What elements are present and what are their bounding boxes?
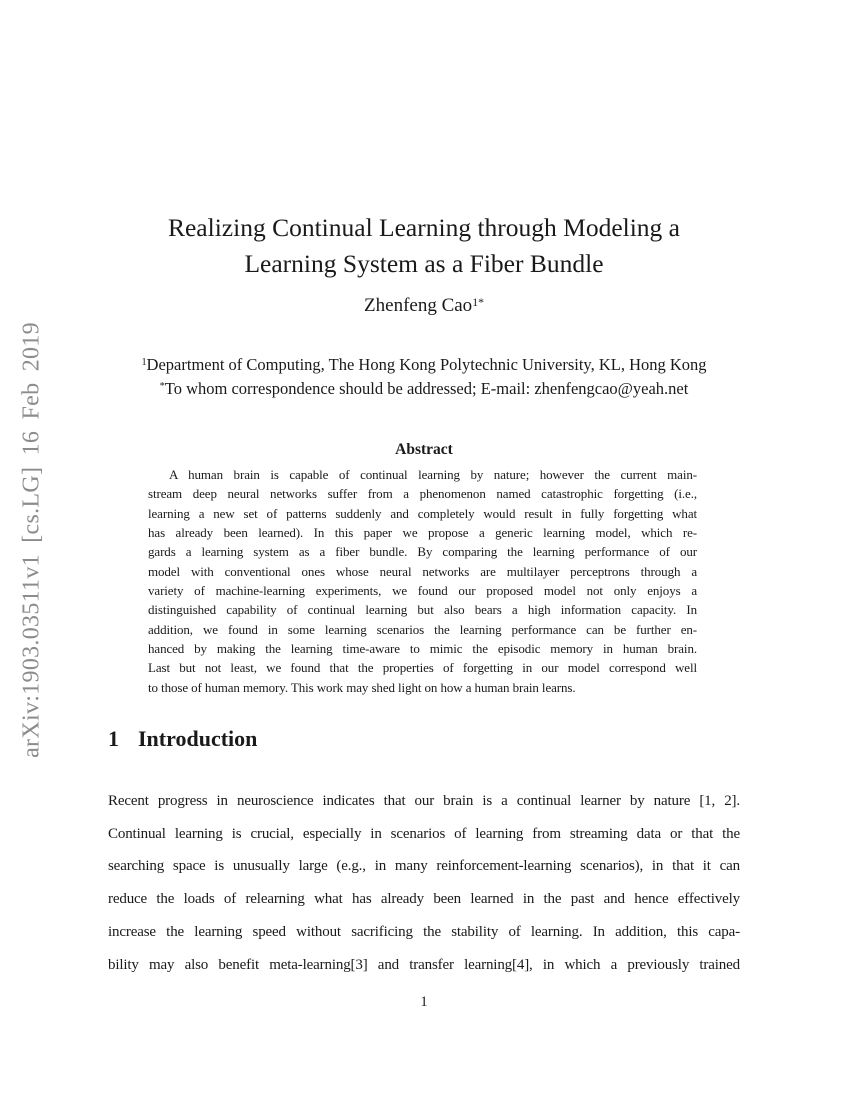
text-line: addition, we found in some learning scenarios the learning performance can be further en- [148,621,697,637]
introduction-body [108,785,740,981]
arxiv-watermark: arXiv:1903.03511v1 [cs.LG] 16 Feb 2019 [18,322,45,758]
abstract-body [148,465,697,697]
abstract-heading: Abstract [395,441,453,458]
text-line: Last but not least, we found that the properties of forgetting in our model correspond well [148,660,697,676]
correspondence-line [108,379,740,399]
section-number: 1 [108,726,119,751]
correspondence-superscript: * [159,381,165,393]
affiliation-text: Department of Computing, The Hong Kong Polytechnic University, KL, Hong Kong [146,355,707,374]
paper-title [108,210,740,282]
text-line: model with conventional ones whose neural networks are multilayer perceptrons through a [148,563,697,579]
title-line-1: Realizing Continual Learning through Modeling a [167,213,681,242]
text-line: variety of machine-learning experiments, we found our proposed model not only enjoys a [148,583,697,599]
affiliation-line [108,355,740,375]
author-line [108,295,740,317]
text-line: bility may also benefit meta-learning[3] and transfer learning[4], in which a previously trained [108,956,740,973]
text-line: distinguished capability of continual learning but also bears a high information capacity. In [148,602,697,618]
text-line: A human brain is capable of continual learning by nature; however the current main- [169,467,697,482]
text-line: hanced by making the learning time-aware to mimic the episodic memory in human brain. [148,641,697,657]
text-line: has already been learned). In this paper we propose a generic learning model, which re- [148,525,697,541]
text-line: learning a new set of patterns suddenly and completely would result in fully forgetting what [148,505,697,521]
text-line: stream deep neural networks suffer from a phenomenon named catastrophic forgetting (i.e., [148,486,697,502]
text-line: searching space is unusually large (e.g., in many reinforcement-learning scenarios), in that it can [108,858,740,875]
title-line-2: Learning System as a Fiber Bundle [244,249,604,278]
author-superscript: 1* [472,295,484,309]
correspondence-text: To whom correspondence should be addressed; E-mail: zhenfengcao@yeah.net [164,379,689,398]
author-name: Zhenfeng Cao [364,295,473,316]
text-line: to those of human memory. This work may shed light on how a human brain learns. [148,679,576,695]
text-line: Continual learning is crucial, especially in scenarios of learning from streaming data or that the [108,825,740,842]
section-heading [108,726,740,752]
section-title: Introduction [138,726,258,751]
page-number: 1 [420,994,428,1010]
text-line: increase the learning speed without sacrificing the stability of learning. In addition, this capa- [108,923,740,940]
affiliation-superscript: 1 [141,357,147,369]
text-line: reduce the loads of relearning what has already been learned in the past and hence effectively [108,891,740,908]
text-line: gards a learning system as a fiber bundle. By comparing the learning performance of our [148,544,697,560]
text-line: Recent progress in neuroscience indicates that our brain is a continual learner by nature [1, 2]. [108,793,740,809]
